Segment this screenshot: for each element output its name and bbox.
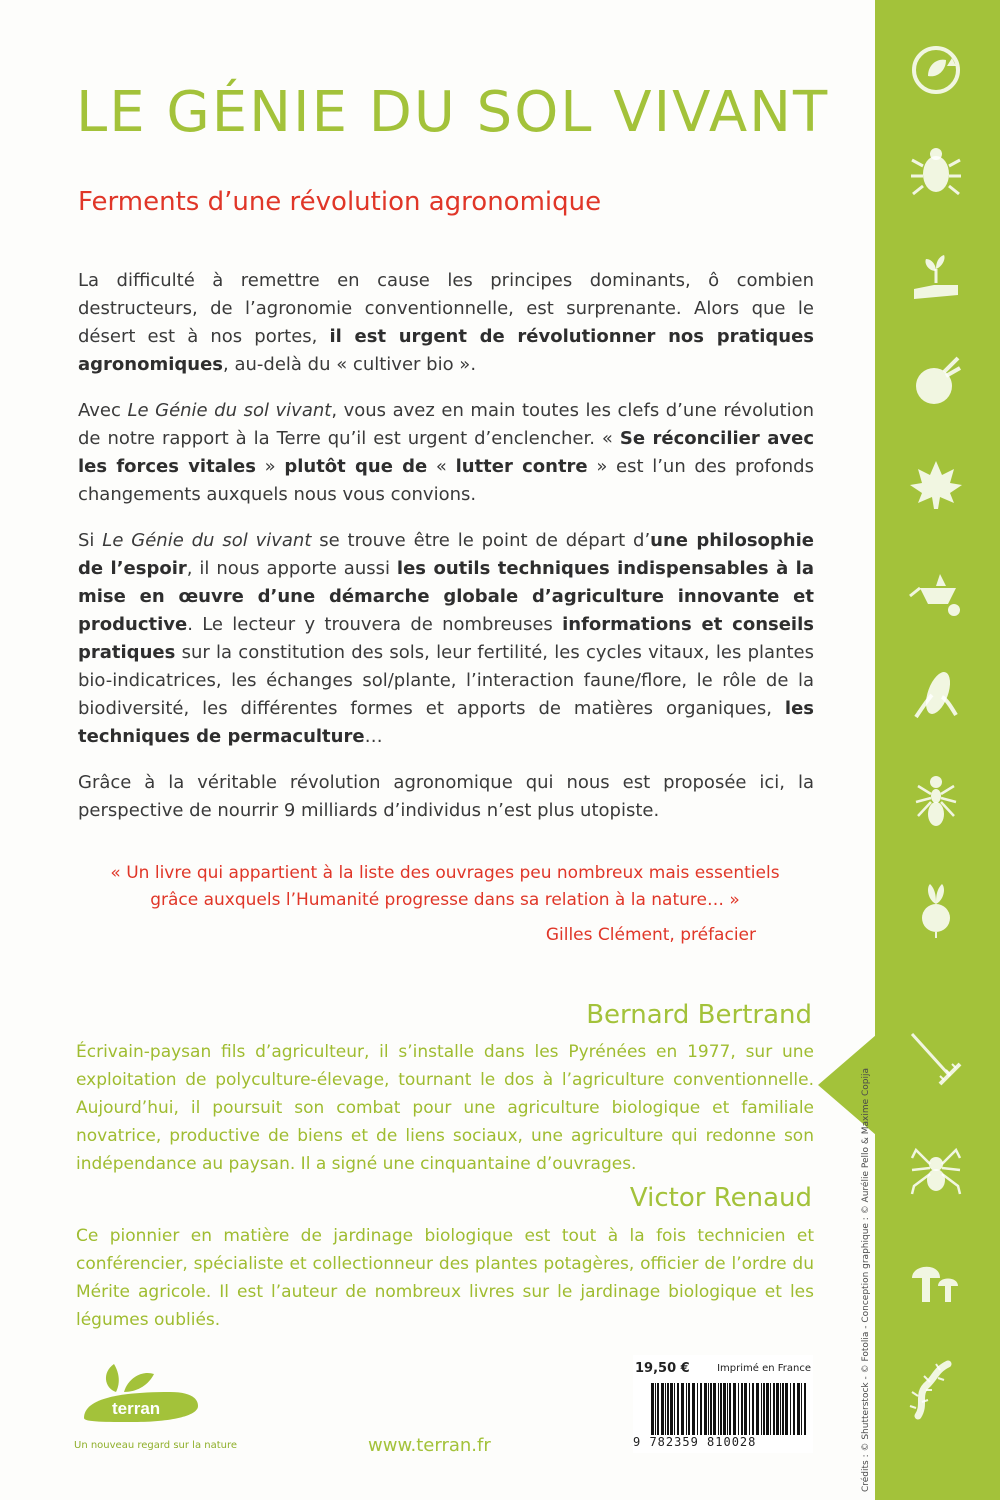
isbn-digits: 9 782359 810028 bbox=[633, 1435, 757, 1449]
author-name-1: Bernard Bertrand bbox=[586, 1000, 812, 1030]
ant-icon bbox=[906, 770, 966, 830]
barcode-bar bbox=[801, 1383, 802, 1435]
description-segment: » est l’un des profonds changements auxquels nous vous convions. bbox=[78, 456, 814, 505]
printed-in: Imprimé en France bbox=[717, 1363, 811, 1374]
description-segment: il est urgent de révolutionner nos pratiques agronomiques bbox=[78, 326, 814, 375]
price: 19,50 € bbox=[635, 1361, 690, 1376]
description-segment: Avec bbox=[78, 400, 128, 421]
description-segment: « bbox=[427, 456, 456, 477]
description-segment: . Le lecteur y trouvera de nombreuses bbox=[187, 614, 563, 635]
description-segment: , vous avez en main toutes les clefs d’une révolution de notre rapport à la Terre qu’il est urgent d’enclencher. « bbox=[78, 400, 814, 449]
description-segment: Si bbox=[78, 530, 103, 551]
barcode-bar bbox=[710, 1383, 712, 1435]
description-segment: les techniques de permaculture bbox=[78, 698, 814, 747]
publisher-logo bbox=[74, 1358, 204, 1428]
publisher-logo-text: terran bbox=[112, 1399, 161, 1418]
book-title: LE GÉNIE DU SOL VIVANT bbox=[76, 80, 830, 145]
barcode-bar bbox=[677, 1383, 679, 1435]
description-paragraph bbox=[78, 769, 814, 825]
description-segment: » bbox=[255, 456, 285, 477]
description-segment: Le Génie du sol vivant bbox=[127, 400, 332, 421]
barcode-bar bbox=[733, 1383, 736, 1435]
credits: Crédits : © Shutterstock - © Fotolia - Conception graphique : © Aurélie Pello & Maxime Copija bbox=[861, 1067, 871, 1493]
description-segment: sur la constitution des sols, leur fertilité, les cycles vitaux, les plantes bio-indicatrices, les échanges sol/plante, l’interaction faune/flore, le rôle de la biodiversité, les différentes formes et apports de matières organiques, bbox=[78, 642, 814, 719]
barcode-bar bbox=[773, 1383, 775, 1435]
barcode-bar bbox=[667, 1383, 669, 1435]
barcode-bar bbox=[797, 1383, 800, 1435]
description-paragraph bbox=[78, 527, 814, 751]
description-segment: La difficulté à remettre en cause les principes dominants, ô combien destructeurs, de l’agronomie conventionnelle, est surprenante. Alors que le désert est à nos portes, bbox=[78, 270, 814, 347]
barcode-bar bbox=[782, 1383, 784, 1435]
barcode-bar bbox=[729, 1383, 731, 1435]
barcode-bar bbox=[776, 1383, 779, 1435]
barcode-bar bbox=[651, 1383, 654, 1435]
barcode-bar bbox=[738, 1383, 739, 1435]
publisher-website[interactable]: www.terran.fr bbox=[368, 1435, 491, 1456]
description-segment: informations et conseils pratiques bbox=[78, 614, 814, 663]
radish-icon bbox=[906, 880, 966, 940]
beet-icon bbox=[906, 350, 966, 410]
barcode-bar bbox=[790, 1383, 791, 1435]
quote-line-2: grâce auxquels l’Humanité progresse dans sa relation à la nature… » bbox=[150, 890, 740, 910]
barcode-bar bbox=[766, 1383, 769, 1435]
barcode-bar bbox=[708, 1383, 709, 1435]
barcode-bar bbox=[700, 1383, 702, 1435]
maple-leaf-icon bbox=[906, 455, 966, 515]
wheelbarrow-icon bbox=[906, 560, 966, 620]
barcode-bar bbox=[752, 1383, 754, 1435]
barcode-bar bbox=[780, 1383, 781, 1435]
barcode-bar bbox=[770, 1383, 771, 1435]
barcode-bar bbox=[713, 1383, 716, 1435]
barcode-bar bbox=[785, 1383, 788, 1435]
author-bio-1: Écrivain-paysan fils d’agriculteur, il s’installe dans les Pyrénées en 1977, sur une exploitation de polyculture-élevage, tournant le dos à l’agriculture conventionnelle. Aujourd’hui, il poursuit son combat pour une agriculture biologique et familiale novatrice, productive de biens et de liens sociaux, une agriculture qui redonne son indépendance au paysan. Il a signé une cinquantaine d’ouvrages. bbox=[76, 1042, 814, 1174]
rake-icon bbox=[906, 1030, 966, 1090]
description-segment: … bbox=[364, 726, 383, 747]
quote-author: Gilles Clément, préfacier bbox=[545, 925, 756, 945]
barcode-bar bbox=[697, 1383, 698, 1435]
barcode bbox=[651, 1383, 811, 1435]
barcode-bar bbox=[720, 1383, 722, 1435]
barcode-bar bbox=[744, 1383, 747, 1435]
barcode-bar bbox=[688, 1383, 690, 1435]
barcode-bar bbox=[655, 1383, 656, 1435]
recycle-leaf-icon bbox=[906, 40, 966, 100]
quote bbox=[80, 860, 810, 914]
barcode-bar bbox=[761, 1383, 762, 1435]
beetle-icon bbox=[906, 140, 966, 200]
barcode-bar bbox=[674, 1383, 675, 1435]
barcode-bar bbox=[718, 1383, 719, 1435]
spider-icon bbox=[906, 1140, 966, 1200]
description-segment: Grâce à la véritable révolution agronomique qui nous est proposée ici, la perspective de nourrir 9 milliards d’individus n’est plus utopiste. bbox=[78, 772, 814, 821]
description-segment: , au-delà du « cultiver bio ». bbox=[223, 354, 477, 375]
barcode-bar bbox=[661, 1383, 664, 1435]
barcode-bar bbox=[756, 1383, 759, 1435]
book-description bbox=[78, 267, 814, 843]
description-segment: plutôt que de bbox=[284, 456, 428, 477]
mushroom-icon bbox=[906, 1250, 966, 1310]
barcode-bar bbox=[763, 1383, 765, 1435]
barcode-bar bbox=[704, 1383, 707, 1435]
publisher-tagline: Un nouveau regard sur la nature bbox=[74, 1440, 238, 1451]
description-paragraph bbox=[78, 267, 814, 379]
barcode-bar bbox=[686, 1383, 687, 1435]
centipede-icon bbox=[906, 1360, 966, 1420]
hand-sprout-icon bbox=[906, 245, 966, 305]
quote-line-1: « Un livre qui appartient à la liste des ouvrages peu nombreux mais essentiels bbox=[110, 863, 780, 883]
description-paragraph bbox=[78, 397, 814, 509]
description-segment: Se réconcilier avec les forces vitales bbox=[78, 428, 814, 477]
barcode-bar bbox=[723, 1383, 726, 1435]
description-segment: Le Génie du sol vivant bbox=[102, 530, 312, 551]
barcode-bar bbox=[681, 1383, 684, 1435]
description-segment: une philosophie de l’espoir bbox=[78, 530, 814, 579]
description-segment: , il nous apporte aussi bbox=[186, 558, 397, 579]
barcode-bar bbox=[804, 1383, 806, 1435]
barcode-bar bbox=[727, 1383, 728, 1435]
author-name-2: Victor Renaud bbox=[629, 1183, 812, 1213]
barcode-bar bbox=[657, 1383, 659, 1435]
corn-icon bbox=[906, 665, 966, 725]
description-segment: les outils techniques indispensables à la mise en œuvre d’une démarche globale d’agriculture innovante et productive bbox=[78, 558, 814, 635]
barcode-block bbox=[633, 1355, 813, 1453]
barcode-bar bbox=[670, 1383, 673, 1435]
barcode-bar bbox=[793, 1383, 795, 1435]
author-bio-2: Ce pionnier en matière de jardinage biologique est tout à la fois technicien et conférencier, spécialiste et collectionneur des plantes potagères, officier de l’ordre du Mérite agricole. Il est l’auteur de nombreux livres sur le jardinage biologique et les légumes oubliés. bbox=[76, 1226, 814, 1330]
barcode-bar bbox=[665, 1383, 666, 1435]
book-subtitle: Ferments d’une révolution agronomique bbox=[78, 187, 602, 217]
description-segment: lutter contre bbox=[455, 456, 588, 477]
barcode-bar bbox=[692, 1383, 695, 1435]
barcode-bar bbox=[749, 1383, 750, 1435]
description-segment: se trouve être le point de départ d’ bbox=[311, 530, 651, 551]
barcode-bar bbox=[741, 1383, 743, 1435]
